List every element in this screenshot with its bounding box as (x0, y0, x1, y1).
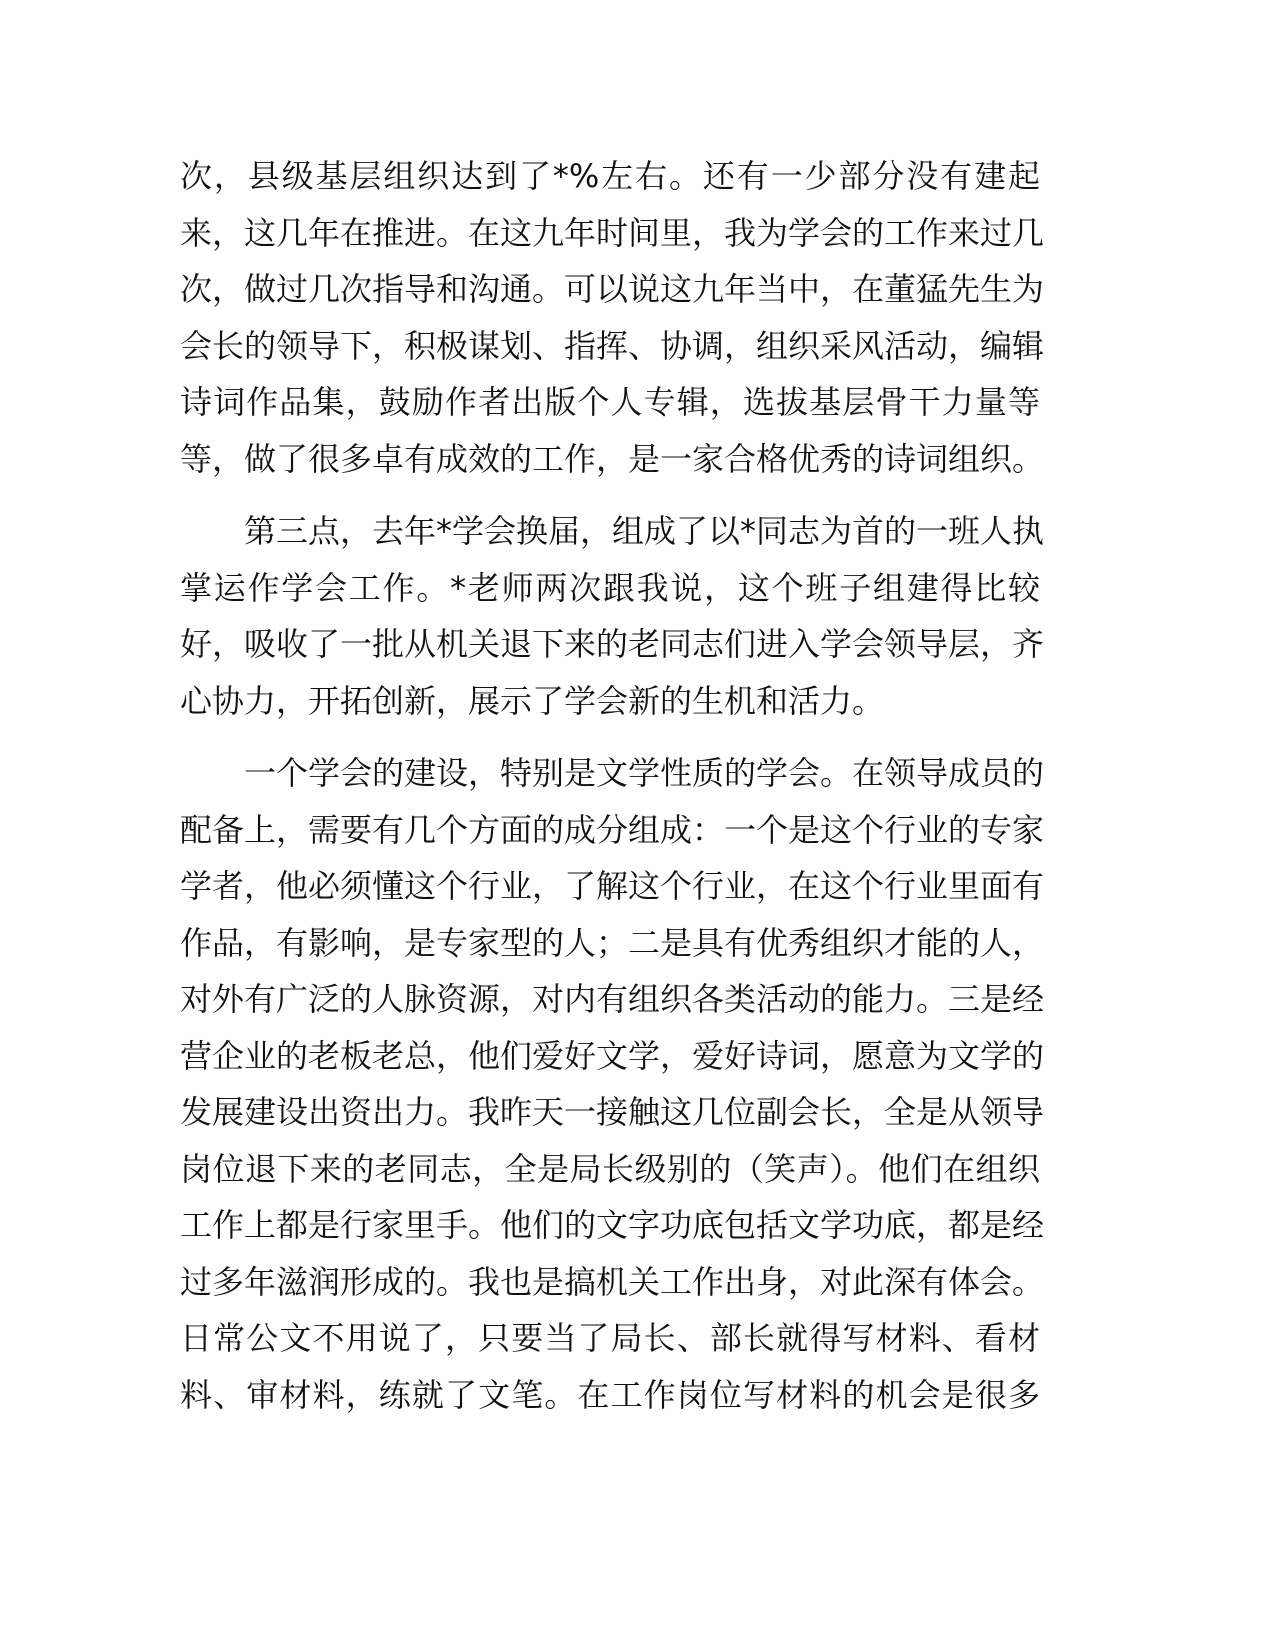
text-line: 料、审材料，练就了文笔。在工作岗位写材料的机会是很多 (180, 1375, 1040, 1414)
text-line: 来，这几年在推进。在这九年时间里，我为学会的工作来过几 (180, 213, 1045, 252)
text-line: 诗词作品集，鼓励作者出版个人专辑，选拔基层骨干力量等 (180, 383, 1040, 421)
text-line: 对外有广泛的人脉资源，对内有组织各类活动的能力。三是经 (180, 980, 1045, 1018)
text-line: 心协力，开拓创新，展示了学会新的生机和活力。 (180, 681, 885, 720)
text-line: 一个学会的建设，特别是文学性质的学会。在领导成员的 (244, 754, 1045, 792)
text-line: 营企业的老板老总，他们爱好文学，爱好诗词，愿意为文学的 (180, 1036, 1045, 1075)
text-line: 发展建设出资出力。我昨天一接触这几位副会长，全是从领导 (180, 1093, 1045, 1131)
text-line: 好，吸收了一批从机关退下来的老同志们进入学会领导层，齐 (180, 625, 1045, 663)
text-line: 次，做过几次指导和沟通。可以说这九年当中，在董猛先生为 (180, 270, 1045, 308)
text-line: 配备上，需要有几个方面的成分组成：一个是这个行业的专家 (180, 810, 1045, 849)
text-line: 等，做了很多卓有成效的工作，是一家合格优秀的诗词组织。 (180, 439, 1045, 478)
text-line: 作品，有影响，是专家型的人；二是具有优秀组织才能的人， (180, 923, 1045, 962)
text-line: 会长的领导下，积极谋划、指挥、协调，组织采风活动，编辑 (180, 326, 1045, 365)
text-line: 过多年滋润形成的。我也是搞机关工作出身，对此深有体会。 (180, 1262, 1045, 1301)
paragraph-3 (180, 745, 1045, 1423)
body-text (180, 148, 1045, 1423)
text-line: 日常公文不用说了，只要当了局长、部长就得写材料、看材 (180, 1319, 1040, 1357)
text-line: 工作上都是行家里手。他们的文字功底包括文学功底，都是经 (180, 1206, 1045, 1244)
text-line: 第三点，去年*学会换届，组成了以*同志为首的一班人执 (244, 512, 1045, 550)
paragraph-1 (180, 148, 1045, 487)
paragraph-gap (180, 487, 1040, 503)
paragraph-2 (180, 503, 1045, 729)
text-line: 岗位退下来的老同志，全是局长级别的（笑声）。他们在组织 (180, 1149, 1040, 1188)
text-line: 掌运作学会工作。*老师两次跟我说，这个班子组建得比较 (180, 568, 1040, 607)
text-line: 次，县级基层组织达到了*%左右。还有一少部分没有建起 (180, 157, 1040, 195)
paragraph-gap (180, 729, 1040, 745)
text-line: 学者，他必须懂这个行业，了解这个行业，在这个行业里面有 (180, 867, 1045, 905)
